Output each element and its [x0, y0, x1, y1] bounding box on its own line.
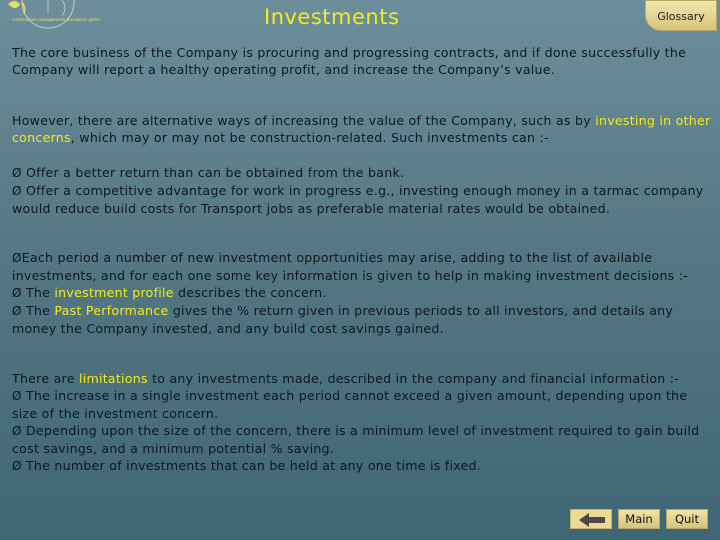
glossary-button[interactable]: Glossary — [645, 0, 717, 31]
past-performance-link[interactable]: Past Performance — [54, 303, 169, 318]
logo-icon — [2, 0, 94, 30]
bullet-arrow-icon: Ø — [12, 389, 22, 403]
back-arrow-icon — [579, 513, 605, 527]
alternatives-text: However, there are alternative ways of increasing the value of the Company, such as by — [12, 113, 596, 128]
alternatives-paragraph — [12, 112, 712, 146]
limitations-text: There are — [12, 371, 79, 386]
bullet-number-fixed — [12, 457, 712, 475]
investing-in-other-concerns-link[interactable]: investing in other concerns — [12, 113, 711, 145]
bullet-single-investment — [12, 387, 712, 422]
bullet-text-end: gives the % return given in previous periods to all investors, and details any money the Company invested, and any build cost savings gained. — [12, 303, 674, 336]
logo — [2, 0, 94, 30]
investment-profile-link[interactable]: investment profile — [54, 285, 174, 300]
bullet-arrow-icon: Ø — [12, 251, 22, 265]
limitations-text-end: to any investments made, described in the company and financial information :- — [147, 371, 680, 386]
bullet-text: The increase in a single investment each period cannot exceed a given amount, depending upon the size of the investment concern. — [12, 388, 688, 421]
bullet-text: The — [21, 303, 55, 318]
limitations-paragraph — [12, 370, 712, 387]
intro-paragraph: The core business of the Company is procuring and progressing contracts, and if done successfully the Company will report a healthy operating profit, and increase the Company’s value. — [12, 45, 687, 77]
alternatives-text-end: , which may or may not be construction-related. Such investments can :- — [70, 130, 549, 145]
opportunities-text: Each period a number of new investment opportunities may arise, adding to the list of available investments, and for each one some key information is given to help in making investment decisions :- — [12, 250, 689, 283]
logo-tagline: construction management simulation game — [12, 17, 100, 22]
bullet-text: Depending upon the size of the concern, there is a minimum level of investment required to gain build cost savings, and a minimum potential % saving. — [12, 423, 700, 456]
bullet-arrow-icon: Ø — [12, 304, 22, 318]
back-button[interactable] — [570, 509, 612, 529]
content-area — [12, 44, 712, 475]
bullet-arrow-icon: Ø — [12, 459, 22, 473]
bullet-text: Offer a competitive advantage for work in progress e.g., investing enough money in a tarmac company would reduce build costs for Transport jobs as preferable material rates would be obtained. — [12, 183, 704, 216]
bullet-arrow-icon: Ø — [12, 424, 22, 438]
bullet-better-return — [12, 164, 712, 182]
bullet-arrow-icon: Ø — [12, 184, 22, 198]
opportunities-paragraph — [12, 249, 712, 284]
quit-button[interactable]: Quit — [666, 509, 708, 529]
bullet-past-performance — [12, 302, 712, 337]
bullet-arrow-icon: Ø — [12, 286, 22, 300]
bullet-text: Offer a better return than can be obtained from the bank. — [21, 165, 405, 180]
bullet-text: The number of investments that can be held at any one time is fixed. — [21, 458, 482, 473]
bullet-text: The — [21, 285, 55, 300]
bullet-text-end: describes the concern. — [173, 285, 327, 300]
navigation-bar — [570, 509, 712, 530]
bullet-investment-profile — [12, 284, 712, 302]
page-title: Investments — [264, 5, 400, 29]
bullet-competitive-advantage — [12, 182, 712, 217]
main-button[interactable]: Main — [618, 509, 660, 529]
limitations-link[interactable]: limitations — [78, 371, 148, 386]
bullet-arrow-icon: Ø — [12, 166, 22, 180]
bullet-minimum-level — [12, 422, 712, 457]
